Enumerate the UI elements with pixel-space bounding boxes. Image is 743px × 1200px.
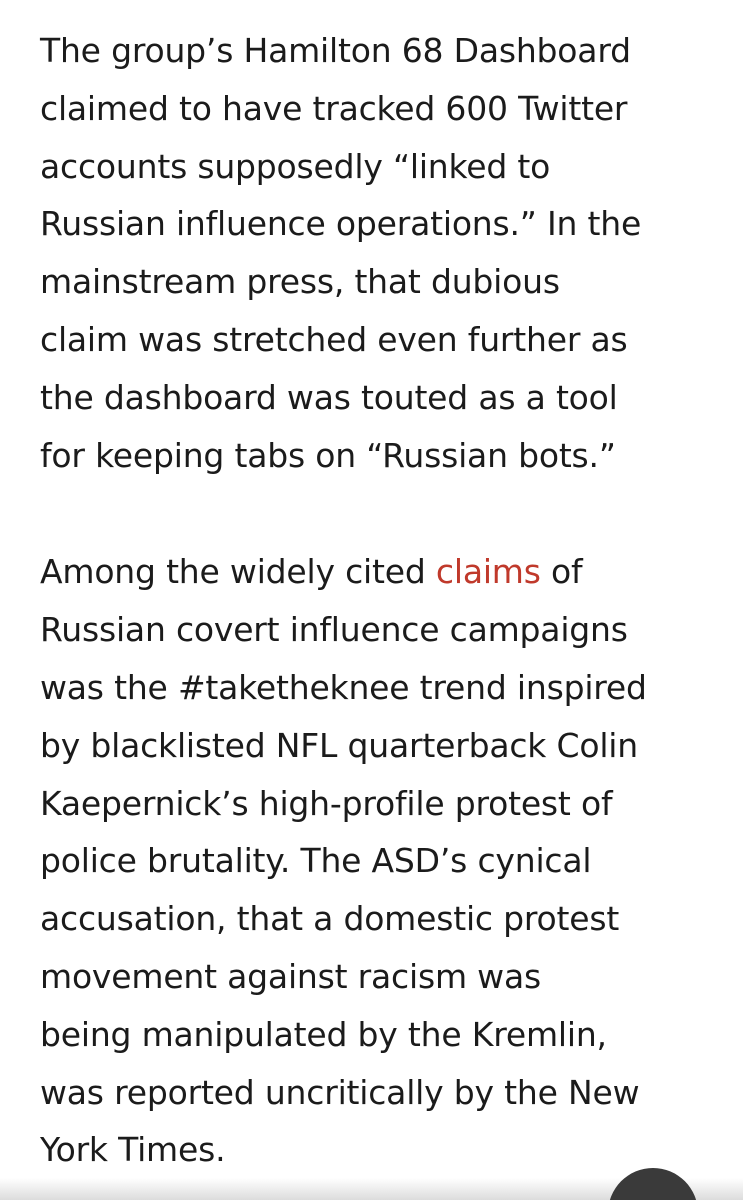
paragraph-hamilton-68 bbox=[40, 22, 720, 484]
text-line: mainstream press, that dubious bbox=[40, 262, 560, 302]
text-line: claimed to have tracked 600 Twitter bbox=[40, 88, 628, 128]
text-line: police brutality. The ASD’s cynical bbox=[40, 841, 592, 881]
text-line: was reported uncritically by the New bbox=[40, 1072, 640, 1112]
article-body bbox=[40, 22, 720, 1179]
text-line: movement against racism was bbox=[40, 956, 541, 996]
text-segment: Among the widely cited bbox=[40, 552, 436, 592]
text-line: for keeping tabs on “Russian bots.” bbox=[40, 435, 616, 475]
text-line: was the #taketheknee trend inspired bbox=[40, 667, 647, 707]
text-line: by blacklisted NFL quarterback Colin bbox=[40, 725, 638, 765]
text-line: Russian covert influence campaigns bbox=[40, 610, 628, 650]
text-line: claim was stretched even further as bbox=[40, 319, 628, 359]
text-line: being manipulated by the Kremlin, bbox=[40, 1014, 607, 1054]
text-line: The group’s Hamilton 68 Dashboard bbox=[40, 31, 631, 70]
text-line: Kaepernick’s high-profile protest of bbox=[40, 783, 613, 823]
text-line: accusation, that a domestic protest bbox=[40, 899, 620, 939]
text-segment: of bbox=[540, 552, 583, 592]
text-line: York Times. bbox=[40, 1130, 226, 1170]
text-line: the dashboard was touted as a tool bbox=[40, 377, 618, 417]
text-line: accounts supposedly “linked to bbox=[40, 146, 551, 186]
text-line bbox=[40, 543, 720, 601]
claims-link[interactable]: claims bbox=[435, 552, 541, 592]
paragraph-taketheknee bbox=[40, 543, 720, 1179]
text-line: Russian influence operations.” In the bbox=[40, 204, 642, 244]
